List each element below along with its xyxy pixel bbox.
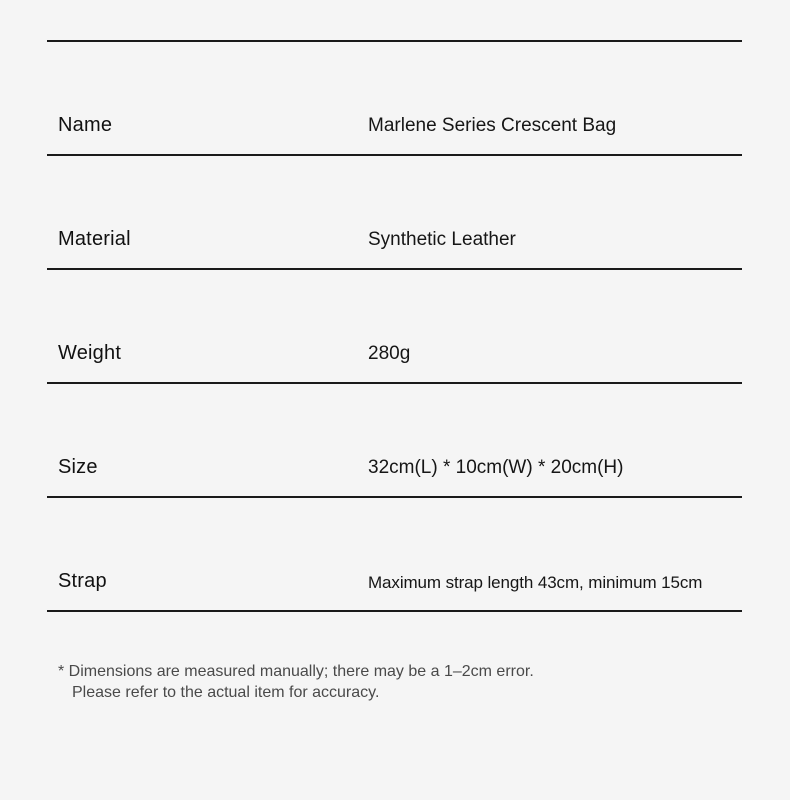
spec-row-strap (47, 498, 742, 612)
spec-label: Strap (58, 570, 107, 592)
measurement-note (58, 661, 738, 703)
spec-value: 280g (368, 343, 411, 364)
spec-value: 32cm(L) * 10cm(W) * 20cm(H) (368, 457, 624, 478)
spec-value: Synthetic Leather (368, 229, 516, 250)
spec-table (47, 40, 742, 612)
spec-label: Size (58, 456, 98, 478)
spec-row-material (47, 156, 742, 270)
spec-value: Maximum strap length 43cm, minimum 15cm (368, 573, 703, 592)
note-line: * Dimensions are measured manually; there may be a 1–2cm error. (58, 663, 534, 680)
spec-label: Material (58, 228, 131, 250)
spec-row-size (47, 384, 742, 498)
spec-label: Name (58, 114, 113, 136)
spec-label: Weight (58, 342, 122, 364)
note-line: Please refer to the actual item for accuracy. (72, 684, 380, 701)
spec-value: Marlene Series Crescent Bag (368, 115, 617, 136)
spec-row-name (47, 42, 742, 156)
spec-row-weight (47, 270, 742, 384)
